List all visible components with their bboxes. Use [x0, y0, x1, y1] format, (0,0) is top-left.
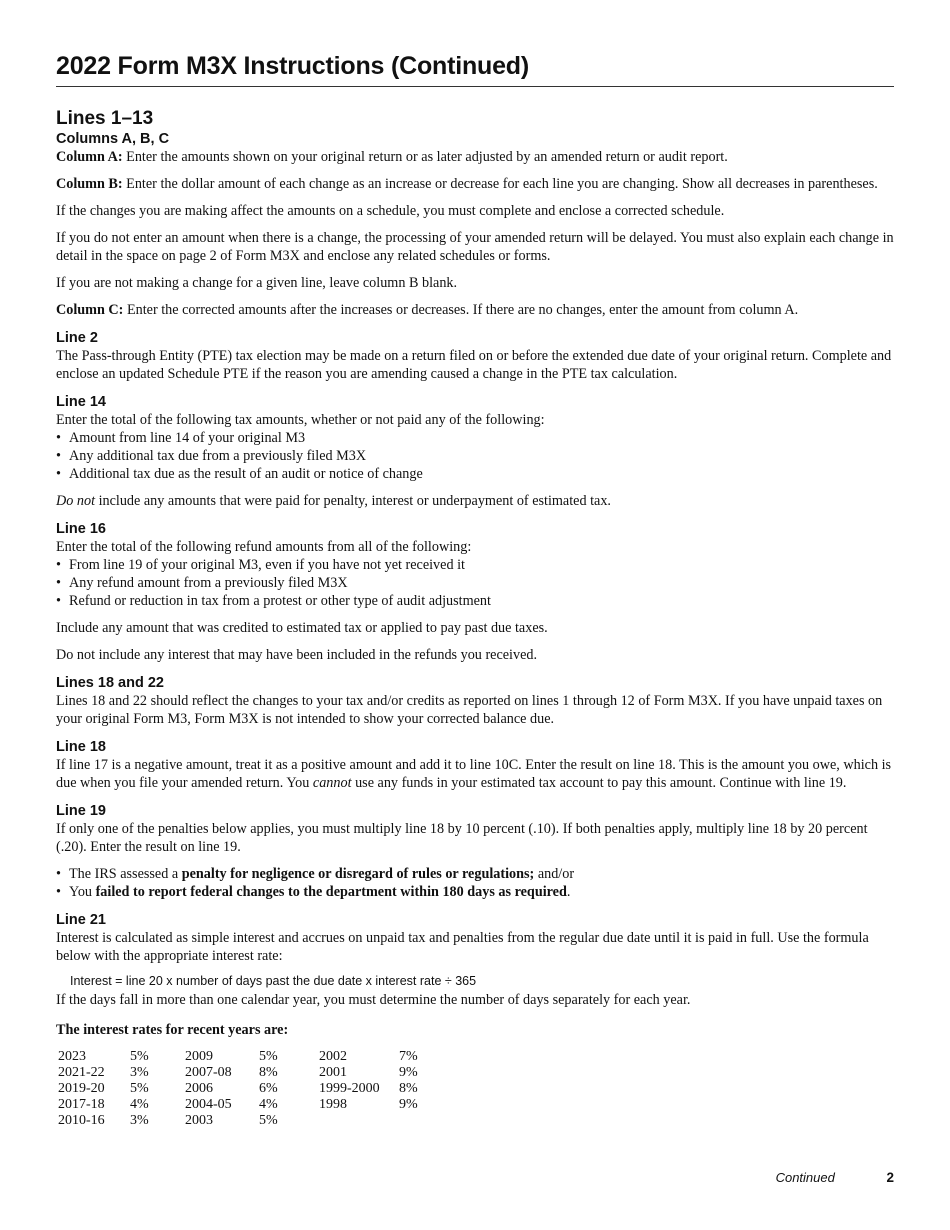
- column-c-label: Column C:: [56, 302, 124, 318]
- table-cell: 5%: [259, 1113, 278, 1128]
- line-18-heading: Line 18: [56, 739, 106, 755]
- table-row: [56, 1049, 439, 1065]
- table-cell: 2017-18: [58, 1097, 105, 1112]
- list-item: • You failed to report federal changes to the department within 180 days as required.: [56, 883, 894, 901]
- table-cell: 5%: [130, 1049, 149, 1064]
- table-cell: 9%: [399, 1065, 418, 1080]
- table-cell: 5%: [259, 1049, 278, 1064]
- table-cell: 2002: [319, 1049, 347, 1064]
- table-cell: 2019-20: [58, 1081, 105, 1096]
- line-14-heading: Line 14: [56, 394, 106, 410]
- table-cell: 2004-05: [185, 1097, 232, 1112]
- rates-heading: The interest rates for recent years are:: [56, 1022, 289, 1038]
- list-item: • From line 19 of your original M3, even if you have not yet received it: [56, 556, 894, 574]
- line-2-heading: Line 2: [56, 330, 98, 346]
- line-16-p1: Include any amount that was credited to estimated tax or applied to pay past due taxes.: [56, 620, 548, 636]
- list-item: • Any additional tax due from a previously filed M3X: [56, 447, 894, 465]
- interest-rates-table: [56, 1049, 439, 1129]
- line-14-intro: Enter the total of the following tax amounts, whether or not paid any of the following:: [56, 412, 545, 428]
- list-item: • Additional tax due as the result of an audit or notice of change: [56, 465, 894, 483]
- schedule-paragraph: If the changes you are making affect the amounts on a schedule, you must complete and enclose a corrected schedule.: [56, 203, 725, 219]
- table-cell: 2021-22: [58, 1065, 105, 1080]
- table-row: [56, 1065, 439, 1081]
- table-cell: 3%: [130, 1113, 149, 1128]
- table-cell: 2006: [185, 1081, 213, 1096]
- line-21-text: Interest is calculated as simple interest and accrues on unpaid tax and penalties from the regular due date until it is paid in full. Use the formula below with the appropriate interest rate:: [56, 930, 869, 964]
- column-b-label: Column B:: [56, 176, 123, 192]
- line-16-intro: Enter the total of the following refund amounts from all of the following:: [56, 539, 472, 555]
- line-21-text2: If the days fall in more than one calendar year, you must determine the number of days separately for each year.: [56, 992, 691, 1008]
- column-c-paragraph: Column C: Enter the corrected amounts after the increases or decreases. If there are no changes, enter the amount from column A.: [56, 302, 799, 318]
- table-cell: 2003: [185, 1113, 213, 1128]
- table-cell: 2007-08: [185, 1065, 232, 1080]
- list-item: • The IRS assessed a penalty for negligence or disregard of rules or regulations; and/or: [56, 865, 894, 883]
- table-row: [56, 1081, 439, 1097]
- continued-label: Continued: [775, 1170, 835, 1185]
- page-content: [56, 52, 894, 1129]
- line-19-heading: Line 19: [56, 803, 106, 819]
- table-cell: 9%: [399, 1097, 418, 1112]
- table-cell: 4%: [259, 1097, 278, 1112]
- page-title: 2022 Form M3X Instructions (Continued): [56, 52, 894, 87]
- table-cell: 8%: [399, 1081, 418, 1096]
- section-heading-lines-1-13: Lines 1–13: [56, 108, 154, 129]
- line-18-text: If line 17 is a negative amount, treat it as a positive amount and add it to line 10C. Enter the result on line 18. This is the amount you owe, which is due when you file your amended return. You cannot use any funds in your estimated tax account to pay this amount. Continue with line 19.: [56, 757, 892, 791]
- blank-paragraph: If you are not making a change for a given line, leave column B blank.: [56, 275, 458, 291]
- table-cell: 4%: [130, 1097, 149, 1112]
- table-cell: 3%: [130, 1065, 149, 1080]
- line-19-list: [56, 865, 894, 901]
- column-a-paragraph: Column A: Enter the amounts shown on your original return or as later adjusted by an amended return or audit report.: [56, 149, 728, 165]
- list-item: • Amount from line 14 of your original M3: [56, 429, 894, 447]
- table-cell: 1998: [319, 1097, 347, 1112]
- table-cell: 1999-2000: [319, 1081, 380, 1096]
- table-cell: [317, 1113, 397, 1129]
- table-cell: [397, 1113, 439, 1129]
- lines-18-22-text: Lines 18 and 22 should reflect the changes to your tax and/or credits as reported on lines 1 through 12 of Form M3X. If you have unpaid taxes on your original Form M3, Form M3X is not intended to show your corrected balance due.: [56, 693, 883, 727]
- page-number: 2: [886, 1170, 894, 1185]
- column-a-label: Column A:: [56, 149, 123, 165]
- line-14-list: [56, 429, 894, 483]
- table-cell: 2023: [58, 1049, 86, 1064]
- line-16-p2: Do not include any interest that may have been included in the refunds you received.: [56, 647, 538, 663]
- table-row: [56, 1097, 439, 1113]
- lines-18-22-heading: Lines 18 and 22: [56, 675, 164, 691]
- line-21-heading: Line 21: [56, 912, 106, 928]
- table-cell: 7%: [399, 1049, 418, 1064]
- table-row: [56, 1113, 439, 1129]
- interest-formula: Interest = line 20 x number of days past the due date x interest rate ÷ 365: [70, 974, 477, 988]
- page-footer: [776, 1170, 894, 1185]
- line-16-heading: Line 16: [56, 521, 106, 537]
- table-cell: 8%: [259, 1065, 278, 1080]
- line-16-list: [56, 556, 894, 610]
- column-b-paragraph: Column B: Enter the dollar amount of each change as an increase or decrease for each line you are changing. Show all decreases in parentheses.: [56, 176, 878, 192]
- line-19-text: If only one of the penalties below applies, you must multiply line 18 by 10 percent (.10). If both penalties apply, multiply line 18 by 20 percent (.20). Enter the result on line 19.: [56, 821, 868, 855]
- table-cell: 5%: [130, 1081, 149, 1096]
- table-cell: 2010-16: [58, 1113, 105, 1128]
- table-cell: 6%: [259, 1081, 278, 1096]
- list-item: • Refund or reduction in tax from a protest or other type of audit adjustment: [56, 592, 894, 610]
- line-14-note: Do not include any amounts that were paid for penalty, interest or underpayment of estimated tax.: [56, 493, 611, 509]
- subheading-columns: Columns A, B, C: [56, 131, 170, 147]
- delay-paragraph: If you do not enter an amount when there is a change, the processing of your amended return will be delayed. You must also explain each change in detail in the space on page 2 of Form M3X and enclose any related schedules or forms.: [56, 230, 894, 264]
- table-cell: 2009: [185, 1049, 213, 1064]
- table-cell: 2001: [319, 1065, 347, 1080]
- line-2-text: The Pass-through Entity (PTE) tax election may be made on a return filed on or before the extended due date of your original return. Complete and enclose an updated Schedule PTE if the reason you are amending caused a change in the PTE tax calculation.: [56, 348, 892, 382]
- list-item: • Any refund amount from a previously filed M3X: [56, 574, 894, 592]
